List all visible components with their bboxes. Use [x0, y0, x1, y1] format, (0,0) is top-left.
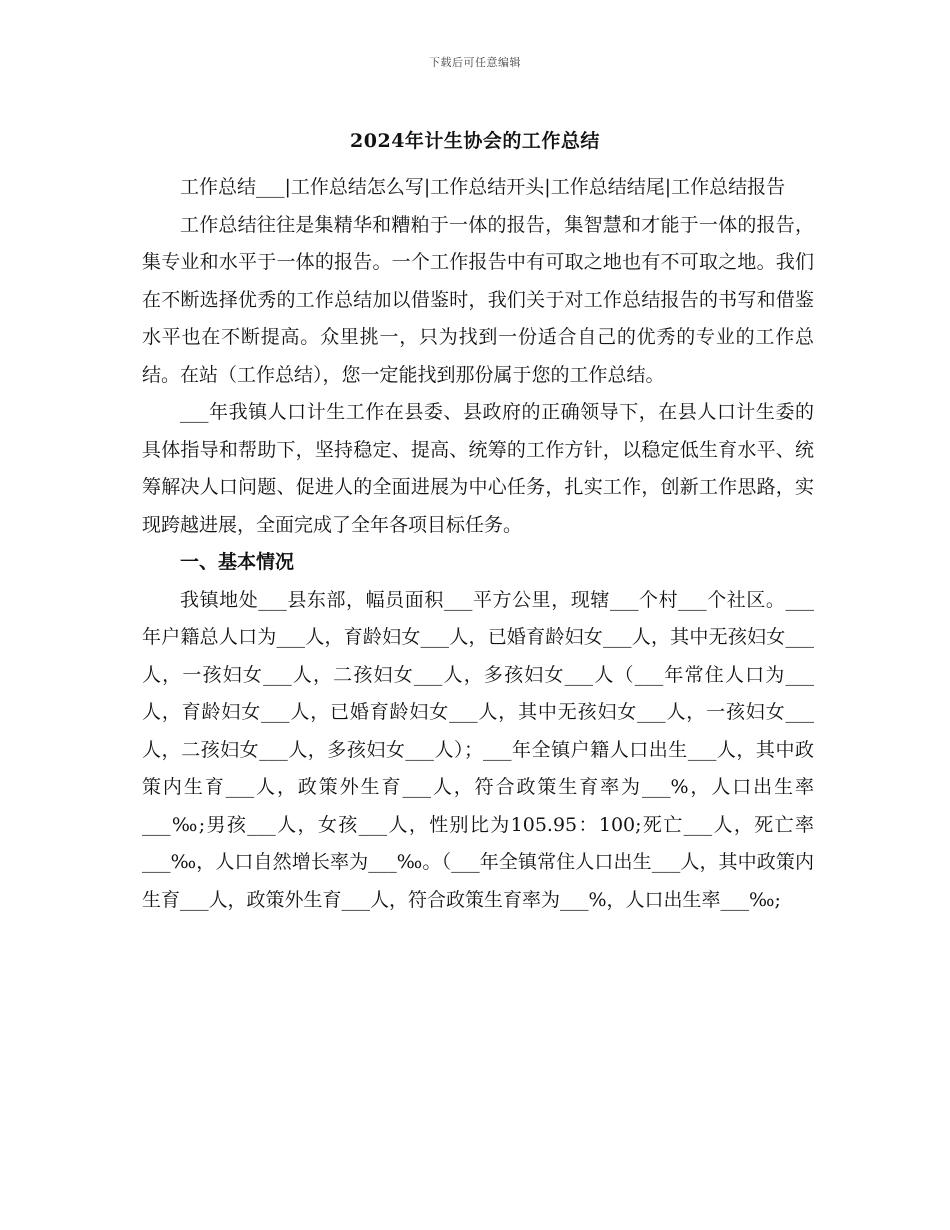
- page-title: 2024年计生协会的工作总结: [350, 130, 600, 152]
- intro-paragraph: 工作总结往往是集精华和糟粕于一体的报告，集智慧和才能于一体的报告，集专业和水平于一体的报告。一个工作报告中有可取之地也有不可取之地。我们在不断选择优秀的工作总结加以借鉴时，我们关于对工作总结报告的书写和借鉴水平也在不断提高。众里挑一，只为找到一份适合自己的优秀的专业的工作总结。在站（工作总结），您一定能找到那份属于您的工作总结。: [142, 213, 814, 386]
- header-note: 下载后可任意编辑: [429, 56, 521, 69]
- keywords-paragraph: 工作总结___|工作总结怎么写|工作总结开头|工作总结结尾|工作总结报告: [180, 176, 786, 198]
- section-heading: 一、基本情况: [180, 551, 295, 573]
- basic-situation-paragraph: 我镇地处___县东部，幅员面积___平方公里，现辖___个村___个社区。___年户籍总人口为___人，育龄妇女___人，已婚育龄妇女___人，其中无孩妇女___人，一孩妇女___人，二孩妇女___人，多孩妇女___人（___年常住人口为___人，育龄妇女___人，已婚育龄妇女___人，其中无孩妇女___人，一孩妇女___人，二孩妇女___人，多孩妇女___人）；___年全镇户籍人口出生___人，其中政策内生育___人，政策外生育___人，符合政策生育率为___%，人口出生率___‰;男孩___人，女孩___人，性别比为105.95：100;死亡___人，死亡率___‰，人口自然增长率为___‰。（___年全镇常住人口出生___人，其中政策内生育___人，政策外生育___人，符合政策生育率为___%，人口出生率___‰;: [142, 588, 814, 911]
- document-body: [142, 169, 814, 919]
- overview-paragraph: ___年我镇人口计生工作在县委、县政府的正确领导下，在县人口计生委的具体指导和帮助下，坚持稳定、提高、统筹的工作方针，以稳定低生育水平、统筹解决人口问题、促进人的全面进展为中心任务，扎实工作，创新工作思路，实现跨越进展，全面完成了全年各项目标任务。: [142, 401, 814, 536]
